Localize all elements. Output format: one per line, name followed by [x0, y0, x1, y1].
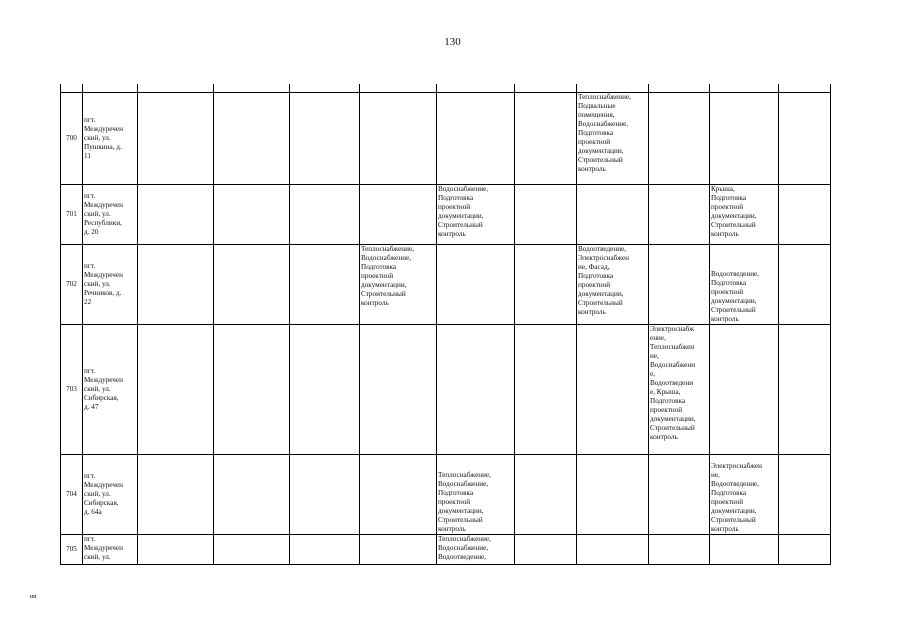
cell-text: Теплоснабжение, Водоснабжение, Водоотведение,: [438, 535, 491, 561]
cell-text: Водоотведение, Подготовка проектной документации, Строительный контроль: [711, 270, 760, 323]
cell-text: 702: [66, 280, 77, 288]
work-type-cell: [437, 325, 515, 455]
work-type-cell: [710, 93, 779, 185]
work-type-cell: [649, 185, 710, 245]
row-number-cell: [61, 535, 83, 565]
work-type-cell: [360, 325, 437, 455]
work-type-cell: [360, 93, 437, 185]
work-type-cell: [214, 245, 290, 325]
work-type-cell: [779, 455, 831, 535]
work-type-cell: [515, 93, 577, 185]
cell-text: 700: [66, 134, 77, 142]
table-row: [61, 93, 831, 185]
cell-text: Водоотведение, Электроснабжен ие, Фасад, Подготовка проектной документации, Строительный контроль: [578, 245, 630, 316]
work-type-cell: [649, 93, 710, 185]
cell-text: пгт. Междуречен ский, ул. Речников, д. 22: [84, 262, 123, 306]
work-type-cell: [360, 535, 437, 565]
work-type-cell: [649, 535, 710, 565]
work-type-cell: [360, 455, 437, 535]
address-cell: [83, 245, 138, 325]
work-type-cell: [360, 185, 437, 245]
work-type-cell: [577, 185, 649, 245]
address-cell: [83, 455, 138, 535]
work-type-cell: [437, 245, 515, 325]
work-type-cell: [577, 245, 649, 325]
work-type-cell: [515, 455, 577, 535]
work-type-cell: [710, 535, 779, 565]
address-cell: [83, 535, 138, 565]
work-type-cell: [360, 245, 437, 325]
work-type-cell: [515, 535, 577, 565]
work-type-cell: [515, 245, 577, 325]
work-type-cell: [138, 93, 214, 185]
cell-text: 705: [66, 545, 77, 553]
cell-text: Электроснабж ение, Теплоснабжен ие, Водоснабжени е, Водоотведени е, Крыша, Подготовка проектной документации, Строительный контроль: [650, 325, 696, 441]
table-row: [61, 185, 831, 245]
work-type-cell: [290, 245, 360, 325]
page-footer-mark: ии: [30, 594, 37, 600]
cell-text: пгт. Междуречен ский, ул. Пушкина, д. 11: [84, 116, 123, 160]
work-type-cell: [710, 455, 779, 535]
table-row: [61, 455, 831, 535]
table-row: [61, 245, 831, 325]
work-type-cell: [779, 325, 831, 455]
work-type-cell: [437, 535, 515, 565]
work-type-cell: [515, 325, 577, 455]
table-row: [61, 325, 831, 455]
work-type-cell: [138, 185, 214, 245]
work-type-cell: [437, 93, 515, 185]
cell-text: Крыша, Подготовка проектной документации, Строительный контроль: [711, 185, 757, 238]
work-type-cell: [779, 245, 831, 325]
cell-text: 704: [66, 490, 77, 498]
work-type-cell: [515, 185, 577, 245]
work-type-cell: [214, 535, 290, 565]
work-type-cell: [214, 93, 290, 185]
cell-text: 703: [66, 385, 77, 393]
cell-text: Теплоснабжение, Водоснабжение, Подготовка проектной документации, Строительный контроль: [438, 471, 491, 533]
work-type-cell: [214, 185, 290, 245]
work-type-cell: [577, 325, 649, 455]
work-type-cell: [214, 325, 290, 455]
work-type-cell: [138, 245, 214, 325]
table-header-stub: [61, 84, 831, 93]
work-type-cell: [437, 185, 515, 245]
address-cell: [83, 93, 138, 185]
work-type-cell: [138, 535, 214, 565]
work-type-cell: [138, 455, 214, 535]
row-number-cell: [61, 185, 83, 245]
work-type-cell: [649, 325, 710, 455]
work-type-cell: [779, 93, 831, 185]
address-cell: [83, 325, 138, 455]
cell-text: пгт. Междуречен ский, ул. Сибирская, д. 64а: [84, 472, 123, 516]
work-type-cell: [214, 455, 290, 535]
work-type-cell: [138, 325, 214, 455]
work-type-cell: [437, 455, 515, 535]
table-row: [61, 535, 831, 565]
work-type-cell: [577, 93, 649, 185]
cell-text: пгт. Междуречен ский, ул. Республики, д. 20: [84, 192, 123, 236]
work-type-cell: [290, 455, 360, 535]
work-type-cell: [290, 535, 360, 565]
row-number-cell: [61, 325, 83, 455]
cell-text: Теплоснабжение, Подвальные помещения, Водоснабжение, Подготовка проектной документации, Строительный контроль: [578, 93, 631, 173]
work-type-cell: [779, 535, 831, 565]
work-type-cell: [710, 245, 779, 325]
work-type-cell: [710, 185, 779, 245]
work-type-cell: [649, 455, 710, 535]
cell-text: Теплоснабжение, Водоснабжение, Подготовка проектной документации, Строительный контроль: [361, 245, 414, 307]
work-type-cell: [290, 325, 360, 455]
work-type-cell: [290, 185, 360, 245]
row-number-cell: [61, 455, 83, 535]
row-number-cell: [61, 245, 83, 325]
work-type-cell: [577, 535, 649, 565]
work-type-cell: [577, 455, 649, 535]
cell-text: пгт. Междуречен ский, ул. Сибирская, д. 47: [84, 367, 123, 411]
repair-schedule-table: [60, 84, 831, 565]
cell-text: Электроснабжен ие, Водоотведение, Подготовка проектной документации, Строительный контроль: [711, 462, 763, 533]
row-number-cell: [61, 93, 83, 185]
address-cell: [83, 185, 138, 245]
cell-text: Водоснабжение, Подготовка проектной документации, Строительный контроль: [438, 185, 489, 238]
work-type-cell: [710, 325, 779, 455]
cell-text: 701: [66, 210, 77, 218]
work-type-cell: [779, 185, 831, 245]
page-number: 130: [444, 36, 461, 48]
work-type-cell: [290, 93, 360, 185]
cell-text: пгт. Междуречен ский, ул.: [84, 535, 123, 561]
work-type-cell: [649, 245, 710, 325]
